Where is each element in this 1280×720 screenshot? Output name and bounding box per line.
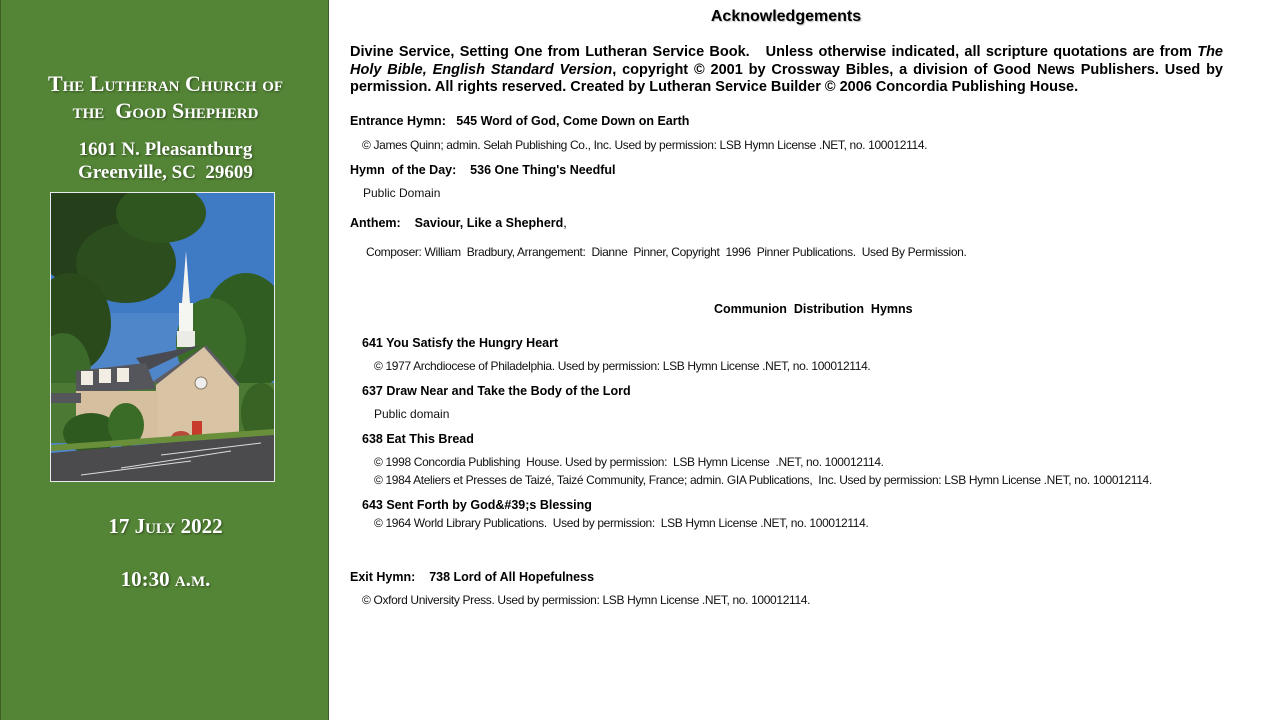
exit-hymn-label: Exit Hymn:: [350, 570, 416, 584]
entrance-hymn-title: 545 Word of God, Come Down on Earth: [456, 114, 690, 128]
church-address: [1, 138, 330, 184]
communion-heading: Communion Distribution Hymns: [714, 302, 913, 316]
entrance-hymn-credit: © James Quinn; admin. Selah Publishing Co., Inc. Used by permission: LSB Hymn License .NET, no. 100012114.: [362, 138, 928, 152]
exit-hymn-line: [350, 570, 594, 584]
communion-hymn-title: 641 You Satisfy the Hungry Heart: [362, 336, 559, 350]
church-name: [1, 70, 330, 124]
hymn-of-day-line: [350, 163, 616, 177]
communion-hymn-credit: Public domain: [374, 407, 450, 421]
exit-hymn-credit: © Oxford University Press. Used by permission: LSB Hymn License .NET, no. 100012114.: [362, 593, 811, 607]
intro-text-1: Divine Service, Setting One from Lutheran Service Book. Unless otherwise indicated, all scripture quotations are from: [350, 44, 1198, 60]
hymn-of-day-label: Hymn of the Day:: [350, 163, 457, 177]
anthem-label: Anthem:: [350, 216, 401, 230]
acknowledgements-page: [330, 0, 1280, 720]
church-name-line2: the Good Shepherd: [72, 98, 259, 123]
communion-hymn-title: 638 Eat This Bread: [362, 432, 474, 446]
anthem-title: Saviour, Like a Shepherd: [414, 216, 564, 230]
exit-hymn-title: 738 Lord of All Hopefulness: [429, 570, 595, 584]
church-photo: [50, 192, 275, 482]
communion-hymn-credit: © 1984 Ateliers et Presses de Taizé, Taizé Community, France; admin. GIA Publications, Inc. Used by permission: LSB Hymn License .NET, no. 100012114.: [374, 473, 1152, 487]
acknowledgements-title: Acknowledgements: [710, 8, 862, 25]
church-name-line1: The Lutheran Church of: [47, 71, 284, 96]
intro-bible-title: The Holy Bible, English Standard Version: [350, 44, 1223, 78]
service-time: 10:30 a.m.: [120, 567, 211, 591]
entrance-hymn-label: Entrance Hymn:: [350, 114, 446, 128]
communion-hymn-credit: © 1977 Archdiocese of Philadelphia. Used by permission: LSB Hymn License .NET, no. 100012114.: [374, 359, 871, 373]
hymn-of-day-credit: Public Domain: [363, 186, 441, 200]
service-date: 17 July 2022: [108, 514, 223, 538]
hymn-of-day-title: 536 One Thing's Needful: [470, 163, 616, 177]
bulletin-cover-panel: [0, 0, 329, 720]
entrance-hymn-line: [350, 114, 689, 128]
anthem-credit: Composer: William Bradbury, Arrangement: Dianne Pinner, Copyright 1996 Pinner Publications. Used By Permission.: [366, 245, 967, 259]
communion-hymn-credit: © 1964 World Library Publications. Used by permission: LSB Hymn License .NET, no. 100012114.: [374, 516, 869, 530]
communion-hymn-credit: © 1998 Concordia Publishing House. Used by permission: LSB Hymn License .NET, no. 100012114.: [374, 455, 884, 469]
communion-hymn-title: 637 Draw Near and Take the Body of the Lord: [362, 384, 631, 398]
anthem-line: [350, 216, 567, 230]
anthem-suffix: ,: [563, 216, 567, 230]
address-city: Greenville, SC 29609: [78, 162, 253, 183]
intro-text-2: , copyright © 2001 by Crossway Bibles, a division of Good News Publishers. Used by permission. All rights reserved. Created by Lutheran Service Builder © 2006 Concordia Publishing House.: [350, 61, 1223, 95]
intro-paragraph: [350, 44, 1223, 97]
communion-hymn-title: 643 Sent Forth by God&#39;s Blessing: [362, 498, 592, 512]
address-street: 1601 N. Pleasantburg: [78, 139, 253, 160]
